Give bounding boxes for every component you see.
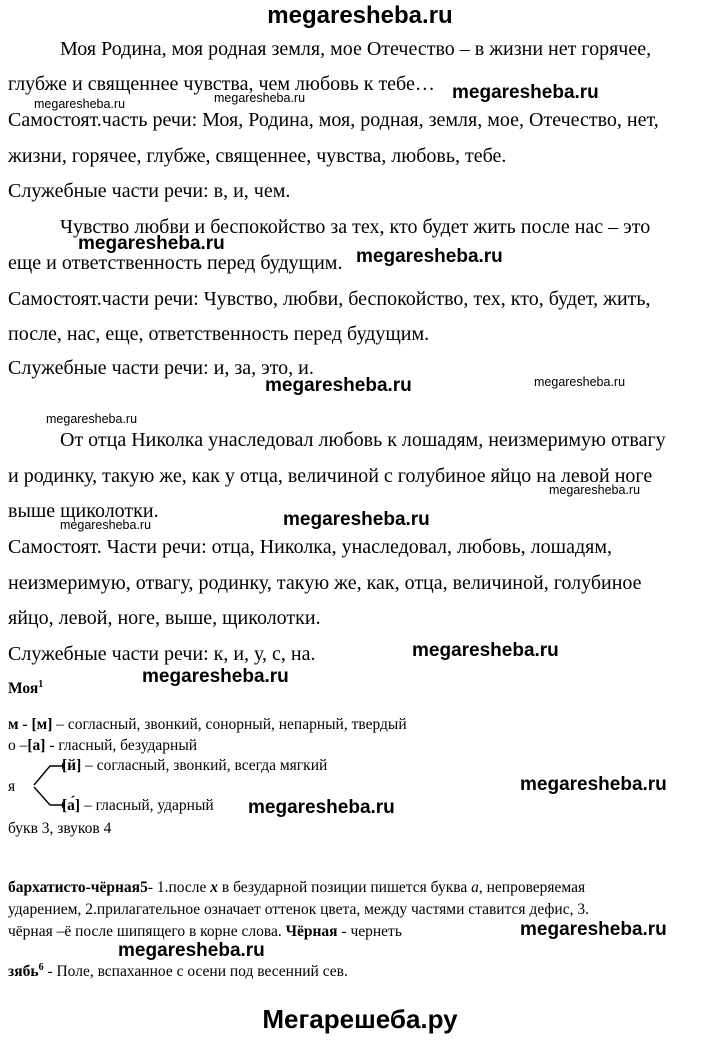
phonetic-line: о –[а] - гласный, безударный xyxy=(8,737,198,754)
text-line: Чувство любви и беспокойство за тех, кто будет жить после нас – это xyxy=(60,216,651,238)
text-line: неизмеримую, отвагу, родинку, такую же, как, отца, величиной, голубиное xyxy=(8,572,642,594)
text-line: Самостоят. Части речи: отца, Николка, унаследовал, любовь, лошадям, xyxy=(8,536,612,558)
text-line: Служебные части речи: к, и, у, с, на. xyxy=(8,643,316,665)
watermark: megaresheba.ru xyxy=(60,518,152,532)
note-5-line: ударением, 2.прилагательное означает оттенок цвета, между частями ставится дефис, 3. xyxy=(8,901,589,918)
text-line: Служебные части речи: и, за, это, и. xyxy=(8,357,314,379)
watermark: megaresheba.ru xyxy=(356,246,503,267)
phonetic-line: м - [м] – согласный, звонкий, сонорный, непарный, твердый xyxy=(8,716,407,733)
text-line: От отца Николка унаследовал любовь к лошадям, неизмеримую отвагу xyxy=(60,429,666,451)
phonetic-line: [й] – согласный, звонкий, всегда мягкий xyxy=(62,757,328,774)
watermark: megaresheba.ru xyxy=(248,797,395,818)
text-line: глубже и священнее чувства, чем любовь к тебе… xyxy=(8,73,435,95)
site-header: megaresheba.ru xyxy=(267,2,453,29)
text-line: яйцо, левой, ноге, выше, щиколотки. xyxy=(8,607,321,629)
phonetic-count: букв 3, звуков 4 xyxy=(8,820,112,837)
note-5: бархатисто-чёрная5- 1.после х в безударной позиции пишется буква а, непроверяемая xyxy=(8,879,586,896)
watermark: megaresheba.ru xyxy=(78,233,225,254)
watermark: megaresheba.ru xyxy=(452,82,599,103)
watermark: megaresheba.ru xyxy=(46,412,138,426)
watermark: megaresheba.ru xyxy=(534,375,626,389)
watermark: megaresheba.ru xyxy=(549,483,641,497)
phonetic-line: [а́] – гласный, ударный xyxy=(62,797,214,814)
phonetic-word: Моя$^1$ xyxy=(8,679,44,698)
text-line: выше щиколотки. xyxy=(8,500,159,522)
watermark: megaresheba.ru xyxy=(265,375,412,396)
watermark: megaresheba.ru xyxy=(520,919,667,940)
watermark: megaresheba.ru xyxy=(118,940,265,961)
text-line: Самостоят.часть речи: Моя, Родина, моя, родная, земля, мое, Отечество, нет, xyxy=(8,109,659,131)
note-5-line: чёрная –ё после шипящего в корне слова. Чёрная - чернеть xyxy=(8,923,402,940)
text-line: жизни, горячее, глубже, священнее, чувства, любовь, тебе. xyxy=(8,145,507,167)
watermark: megaresheba.ru xyxy=(283,509,430,530)
watermark: megaresheba.ru xyxy=(412,640,559,661)
site-footer: Мегарешеба.ру xyxy=(262,1004,458,1034)
watermark: megaresheba.ru xyxy=(214,91,306,105)
text-line: Самостоят.части речи: Чувство, любви, беспокойство, тех, кто, будет, жить, xyxy=(8,288,651,310)
text-line: Моя Родина, моя родная земля, мое Отечество – в жизни нет горячее, xyxy=(60,38,652,60)
phonetic-letter: я xyxy=(8,778,16,795)
branch-arrows xyxy=(28,758,64,814)
text-line: Служебные части речи: в, и, чем. xyxy=(8,180,291,202)
watermark: megaresheba.ru xyxy=(142,666,289,687)
text-line: и родинку, такую же, как у отца, величиной с голубиное яйцо на левой ноге xyxy=(8,465,653,487)
text-line: еще и ответственность перед будущим. xyxy=(8,252,343,274)
text-line: после, нас, еще, ответственность перед будущим. xyxy=(8,323,430,345)
watermark: megaresheba.ru xyxy=(34,97,126,111)
note-6: зябь$^6$ - Поле, вспаханное с осени под весенний сев. xyxy=(8,962,348,981)
watermark: megaresheba.ru xyxy=(520,774,667,795)
